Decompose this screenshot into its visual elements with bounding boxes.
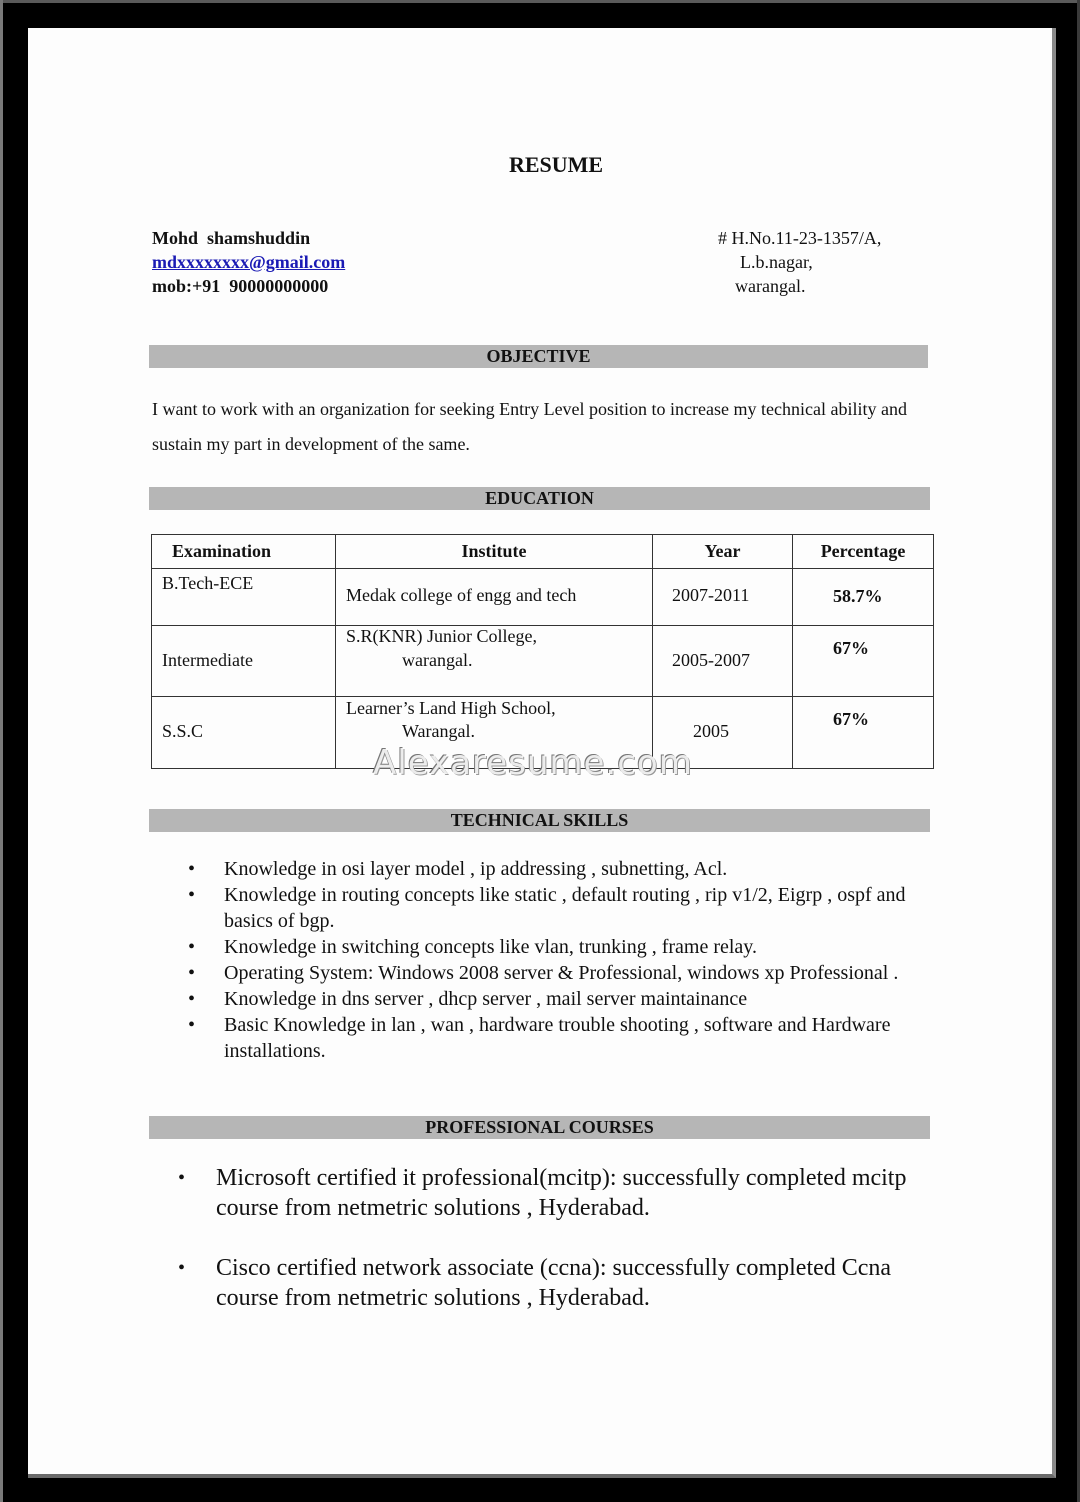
table-row [152,626,934,697]
education-table [151,534,934,769]
year-cell: 2005-2007 [672,650,750,670]
percentage-cell: 67% [833,709,869,729]
list-item: • Knowledge in osi layer model , ip addressing , subnetting, Acl. [188,856,908,882]
table-header-row [152,535,934,569]
column-header: Percentage [793,535,934,569]
list-item: • Operating System: Windows 2008 server & Professional, windows xp Professional . [188,960,908,986]
list-item: • Knowledge in dns server , dhcp server , mail server maintainance [188,986,908,1012]
technical-skills-list [188,856,908,1064]
institute-cell: Learner’s Land High School, [346,698,556,718]
section-heading-objective: OBJECTIVE [149,345,928,368]
list-item: • Basic Knowledge in lan , wan , hardware trouble shooting , software and Hardware installations. [188,1012,908,1064]
table-row [152,569,934,626]
watermark: Alexaresume.com [373,743,693,783]
address-line: L.b.nagar, [740,252,813,272]
candidate-name: Mohd shamshuddin [152,228,311,248]
address-line: # H.No.11-23-1357/A, [718,228,882,248]
institute-cell-line2: warangal. [402,650,473,670]
list-item: • Cisco certified network associate (ccna): successfully completed Ccna course from netmetric solutions , Hyderabad. [178,1253,938,1313]
year-cell: 2007-2011 [672,585,750,605]
exam-cell: S.S.C [162,721,204,741]
column-header: Examination [152,535,336,569]
exam-cell: Intermediate [162,650,253,670]
frame-left-edge [0,0,3,1502]
column-header: Institute [336,535,653,569]
mobile-number: mob:+91 90000000000 [152,276,329,296]
section-heading-professional-courses: PROFESSIONAL COURSES [149,1116,930,1139]
resume-title: RESUME [508,152,604,177]
professional-courses-list [178,1163,938,1343]
institute-cell: Medak college of engg and tech [346,585,577,605]
email-link[interactable]: mdxxxxxxxx@gmail.com [152,252,346,272]
percentage-cell: 67% [833,638,869,658]
institute-cell: S.R(KNR) Junior College, [346,626,537,646]
section-heading-technical-skills: TECHNICAL SKILLS [149,809,930,832]
percentage-cell: 58.7% [833,586,883,606]
column-header: Year [653,535,793,569]
exam-cell: B.Tech-ECE [162,573,254,593]
list-item: • Knowledge in switching concepts like vlan, trunking , frame relay. [188,934,908,960]
section-heading-education: EDUCATION [149,487,930,510]
frame-top-edge [0,0,1080,3]
list-item: • Knowledge in routing concepts like static , default routing , rip v1/2, Eigrp , ospf and basics of bgp. [188,882,908,934]
address-line: warangal. [735,276,806,296]
year-cell: 2005 [693,721,729,741]
contact-block [152,226,345,298]
objective-text: I want to work with an organization for seeking Entry Level position to increase my technical ability and sustain my part in development of the same. [152,399,907,454]
address-block [718,226,881,298]
list-item: • Microsoft certified it professional(mcitp): successfully completed mcitp course from netmetric solutions , Hyderabad. [178,1163,938,1223]
institute-cell-line2: Warangal. [402,721,476,741]
resume-page [28,28,1056,1478]
